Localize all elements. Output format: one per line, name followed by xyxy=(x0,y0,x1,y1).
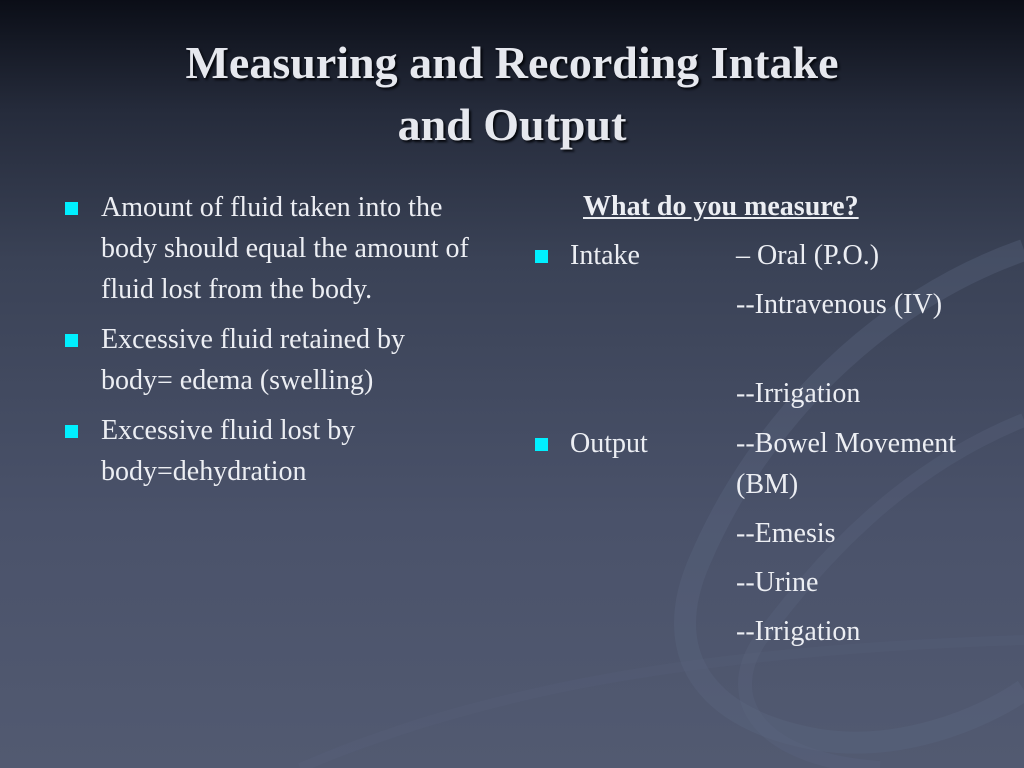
square-bullet-icon xyxy=(65,202,78,215)
output-item-irrigation: --Irrigation xyxy=(736,616,861,647)
output-item-emesis: --Emesis xyxy=(736,518,836,549)
output-item-urine: --Urine xyxy=(736,567,819,598)
intake-item-intravenous: --Intravenous (IV) xyxy=(736,289,943,320)
left-bullet-item xyxy=(60,410,470,492)
output-item-bowel-movement: --Bowel Movement (BM) xyxy=(736,428,957,500)
left-bullet-text: Excessive fluid lost by body=dehydration xyxy=(101,415,356,487)
left-bullet-item xyxy=(60,319,470,401)
left-bullet-list xyxy=(60,187,470,501)
intake-label: Intake xyxy=(570,240,640,271)
square-bullet-icon xyxy=(535,250,548,263)
right-column-heading: What do you measure? xyxy=(583,191,859,222)
left-bullet-text: Amount of fluid taken into the body should equal the amount of fluid lost from the body. xyxy=(101,192,469,305)
left-bullet-text: Excessive fluid retained by body= edema (swelling) xyxy=(101,324,406,396)
intake-item-irrigation: --Irrigation xyxy=(736,378,861,409)
title-line-1: Measuring and Recording Intake xyxy=(185,37,839,88)
slide-title xyxy=(60,32,964,156)
square-bullet-icon xyxy=(535,438,548,451)
title-line-2: and Output xyxy=(397,99,627,150)
intake-item-oral: – Oral (P.O.) xyxy=(736,240,880,271)
square-bullet-icon xyxy=(65,425,78,438)
square-bullet-icon xyxy=(65,334,78,347)
left-bullet-item xyxy=(60,187,470,310)
output-label: Output xyxy=(570,428,648,459)
